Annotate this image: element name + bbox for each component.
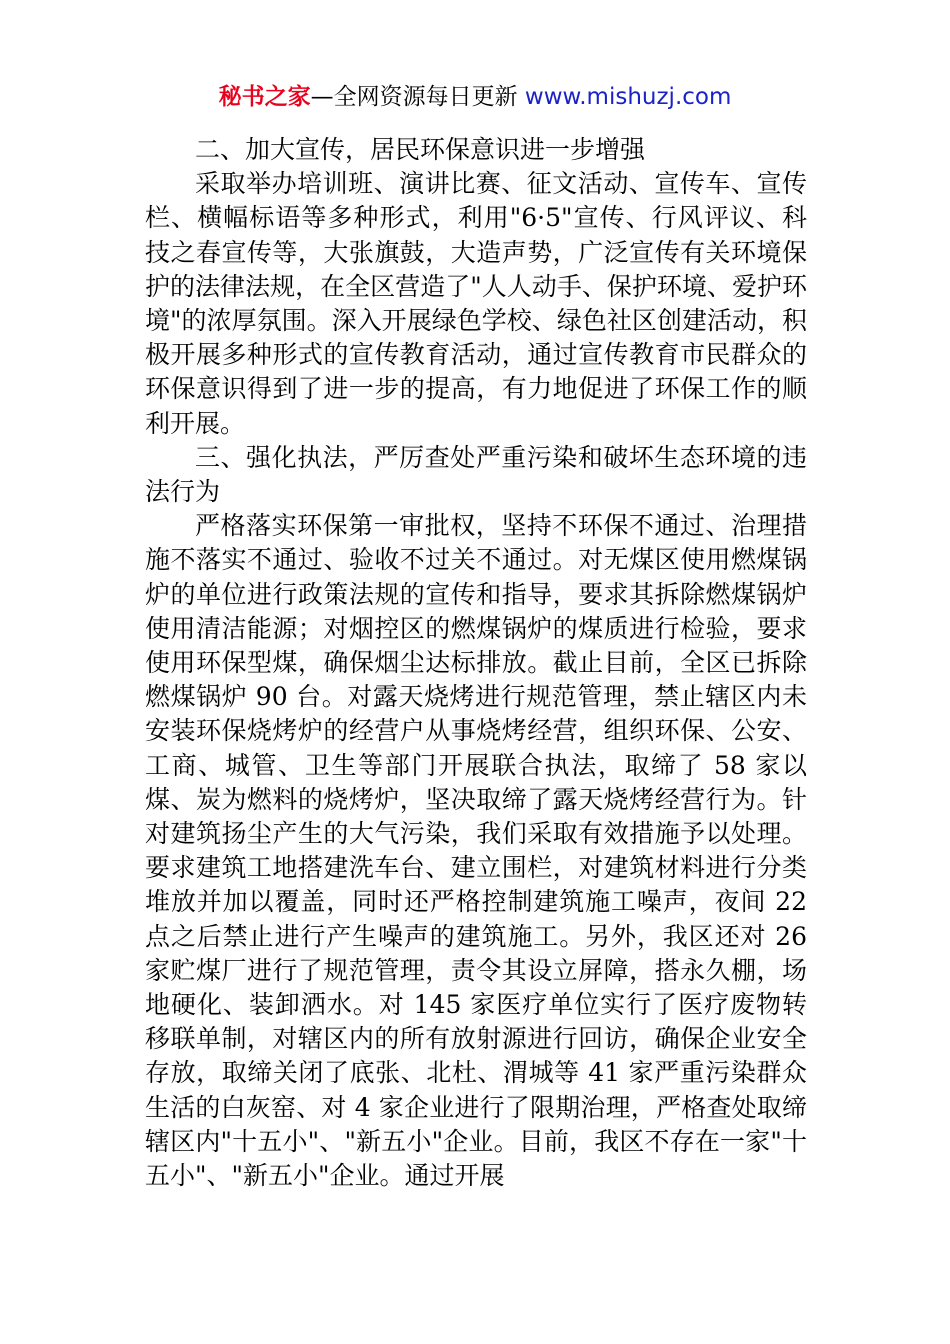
header-tagline: —全网资源每日更新: [310, 84, 525, 110]
brand-name: 秘书之家: [218, 84, 311, 110]
section-heading-3: 三、强化执法，严厉查处严重污染和破坏生态环境的违法行为: [145, 442, 807, 507]
paragraph: 严格落实环保第一审批权，坚持不环保不通过、治理措施不落实不通过、验收不过关不通过。对无煤区使用燃煤锅炉的单位进行政策法规的宣传和指导，要求其拆除燃煤锅炉使用清洁能源；对烟控区的燃煤锅炉的煤质进行检验，要求使用环保型煤，确保烟尘达标排放。截止目前，全区已拆除燃煤锅炉 90 台。对露天烧烤进行规范管理，禁止辖区内未安装环保烧烤炉的经营户从事烧烤经营，组织环保、公安、工商、城管、卫生等部门开展联合执法，取缔了 58 家以煤、炭为燃料的烧烤炉，坚决取缔了露天烧烤经营行为。针对建筑扬尘产生的大气污染，我们采取有效措施予以处理。要求建筑工地搭建洗车台、建立围栏，对建筑材料进行分类堆放并加以覆盖，同时还严格控制建筑施工噪声，夜间 22 点之后禁止进行产生噪声的建筑施工。另外，我区还对 26 家贮煤厂进行了规范管理，责令其设立屏障，搭永久棚，场地硬化、装卸洒水。对 145 家医疗单位实行了医疗废物转移联单制，对辖区内的所有放射源进行回访，确保企业安全存放，取缔关闭了底张、北杜、渭城等 41 家严重污染群众生活的白灰窑、对 4 家企业进行了限期治理，严格查处取缔辖区内"十五小"、"新五小"企业。目前，我区不存在一家"十五小"、"新五小"企业。通过开展: [145, 511, 807, 1191]
paragraph: 采取举办培训班、演讲比赛、征文活动、宣传车、宣传栏、横幅标语等多种形式，利用"6·5"宣传、行风评议、科技之春宣传等，大张旗鼓，大造声势，广泛宣传有关环境保护的法律法规，在全区营造了"人人动手、保护环境、爱护环境"的浓厚氛围。深入开展绿色学校、绿色社区创建活动，积极开展多种形式的宣传教育活动，通过宣传教育市民群众的环保意识得到了进一步的提高，有力地促进了环保工作的顺利开展。: [145, 169, 807, 438]
site-header: [0, 80, 950, 114]
document-body: [145, 133, 807, 1193]
section-heading-2: 二、加大宣传，居民环保意识进一步增强: [195, 135, 646, 164]
site-url-link[interactable]: www.mishuzj.com: [524, 84, 732, 110]
